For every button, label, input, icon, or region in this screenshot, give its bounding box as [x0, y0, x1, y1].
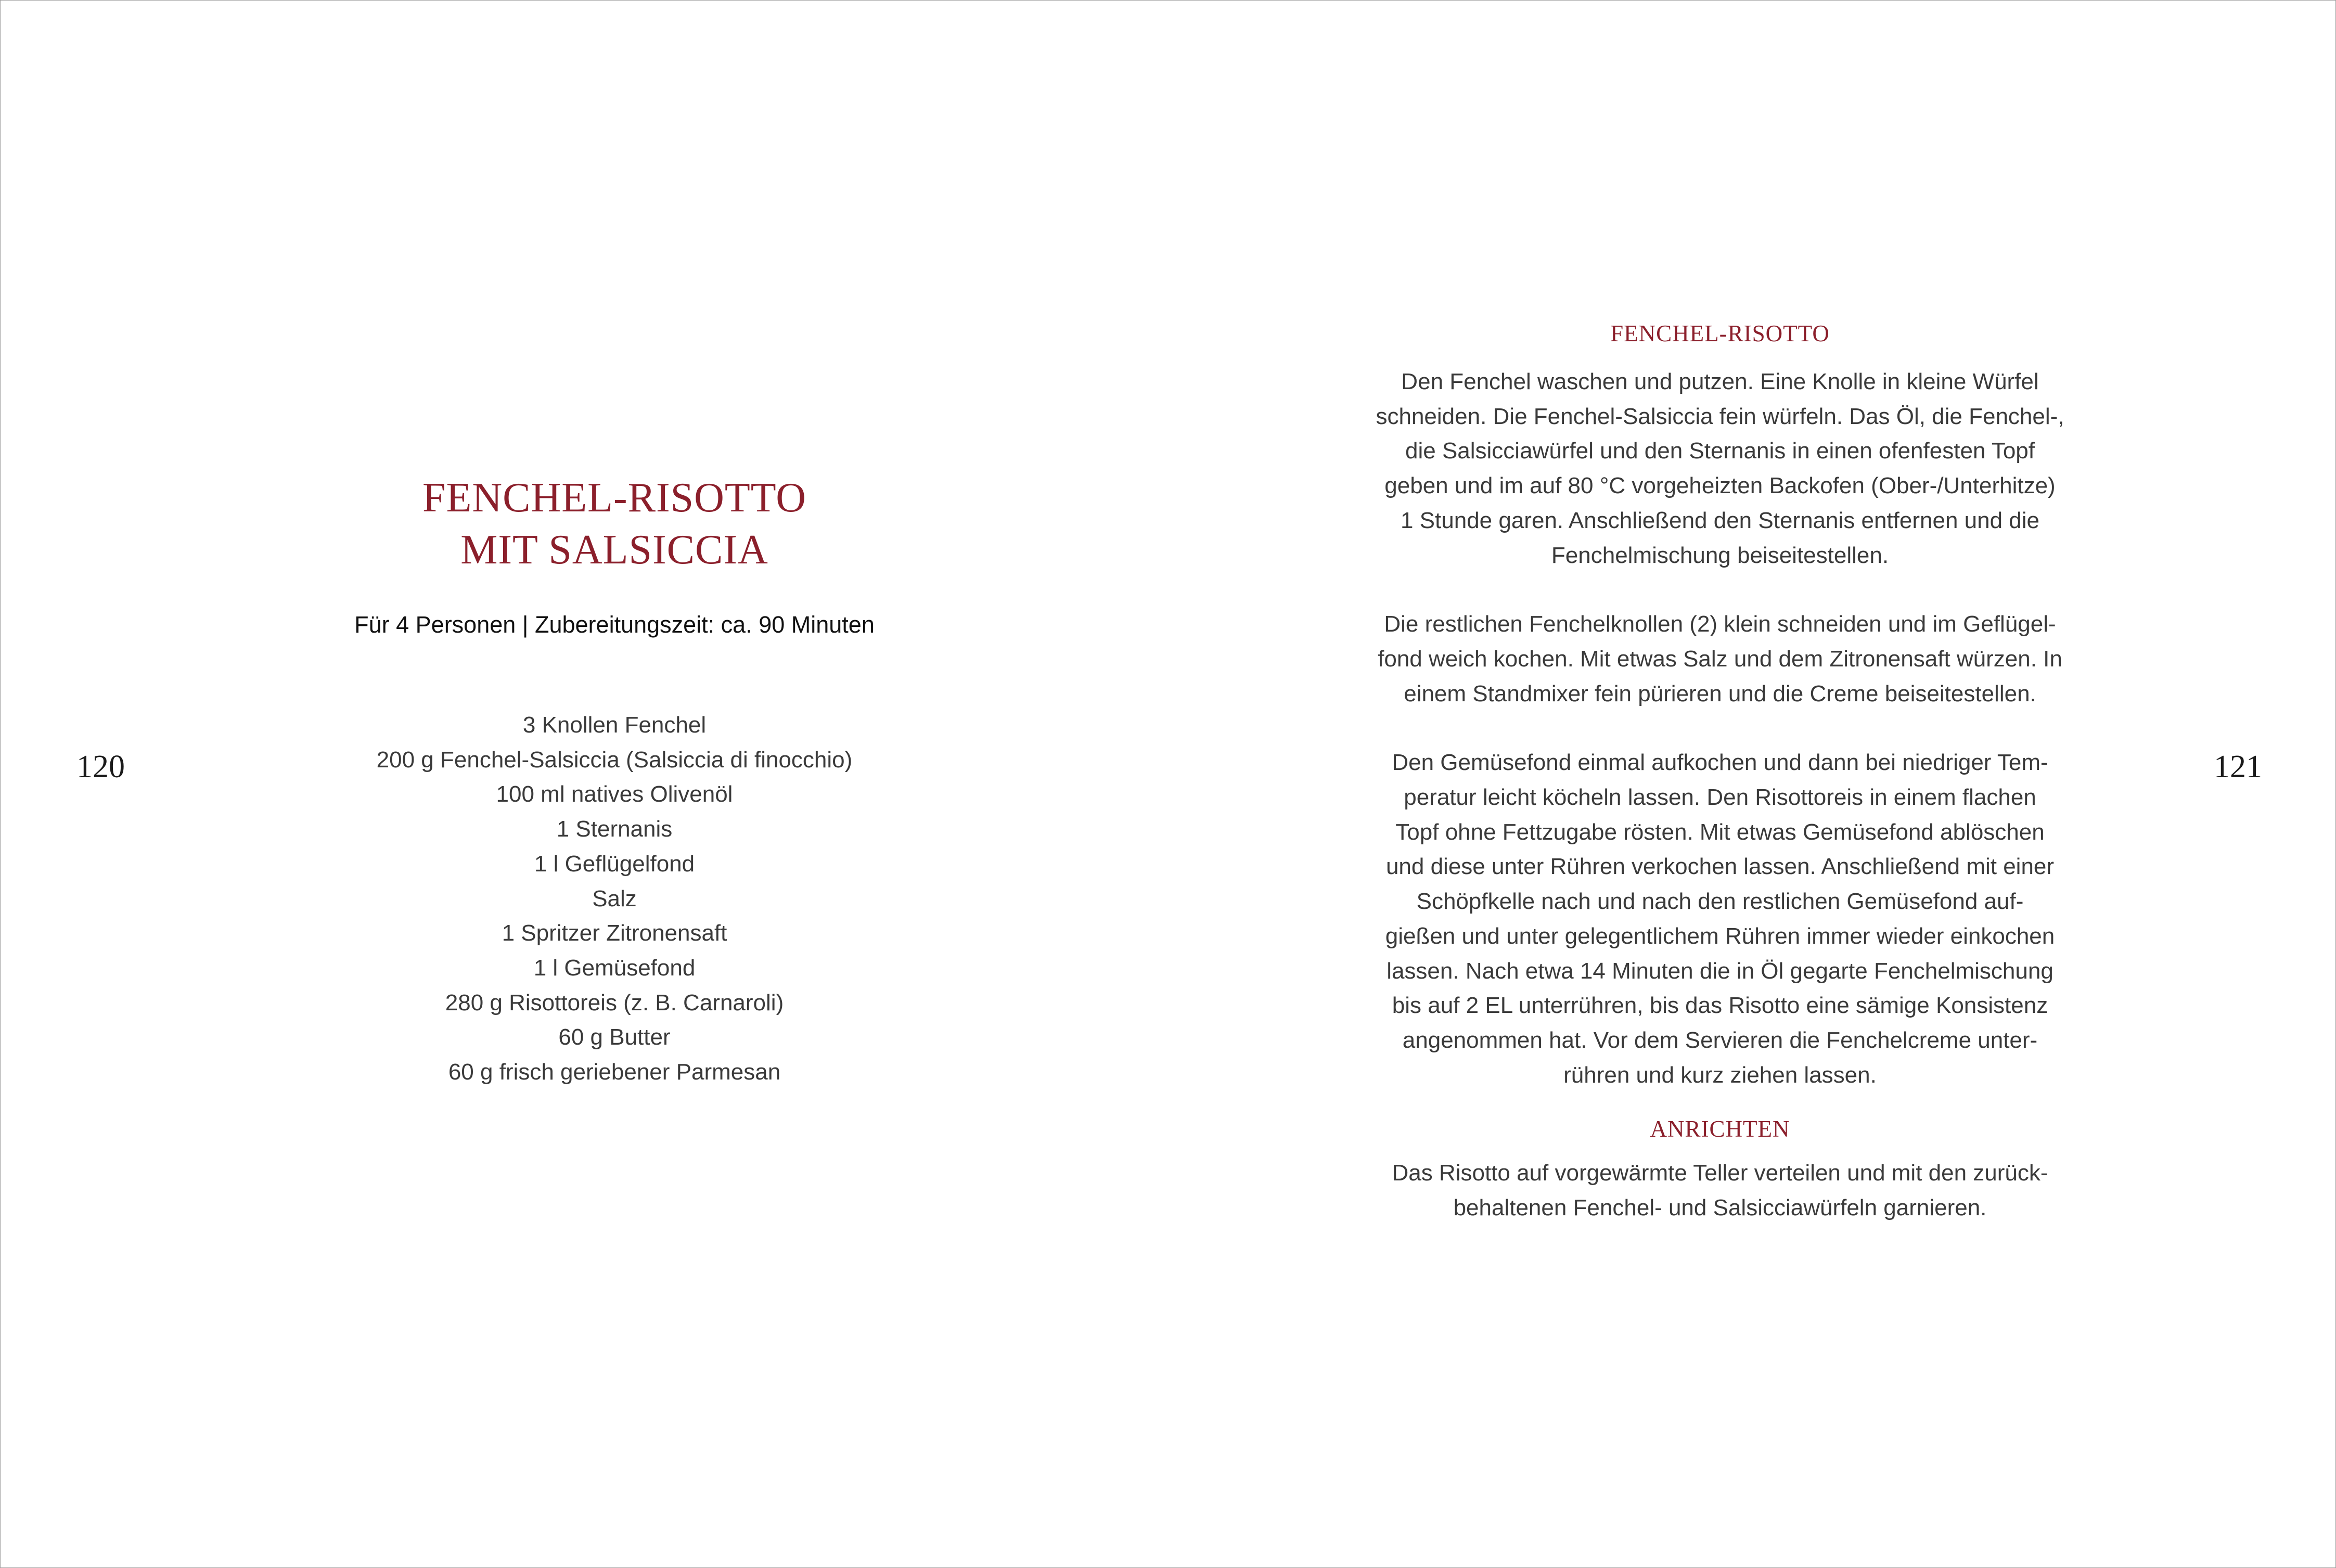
text-line: 1 Stunde garen. Anschließend den Sternanis entfernen und die: [1400, 507, 2039, 533]
text-line: lassen. Nach etwa 14 Minuten die in Öl gegarte Fenchelmischung: [1387, 958, 2053, 984]
ingredient-item: 3 Knollen Fenchel: [522, 712, 707, 738]
text-line: und diese unter Rühren verkochen lassen. Anschließend mit einer: [1385, 854, 2055, 880]
page-number-left: 120: [76, 749, 125, 785]
instruction-paragraph-1: [1343, 365, 2097, 573]
ingredient-item: 1 l Gemüsefond: [533, 955, 696, 981]
instruction-paragraph-3: [1343, 746, 2097, 1093]
text-line: angenommen hat. Vor dem Servieren die Fenchelcreme unter-: [1402, 1027, 2038, 1053]
recipe-meta: Für 4 Personen | Zubereitungszeit: ca. 90 Minuten: [354, 611, 875, 638]
text-line: schneiden. Die Fenchel-Salsiccia fein würfeln. Das Öl, die Fenchel-,: [1376, 403, 2064, 429]
text-line: Topf ohne Fettzugabe rösten. Mit etwas Gemüsefond ablöschen: [1395, 819, 2045, 845]
ingredient-item: 280 g Risottoreis (z. B. Carnaroli): [445, 989, 784, 1016]
text-line: einem Standmixer fein pürieren und die Creme beiseitestellen.: [1404, 680, 2036, 706]
text-line: fond weich kochen. Mit etwas Salz und dem Zitronensaft würzen. In: [1378, 646, 2062, 672]
right-page: [1343, 313, 2097, 1226]
ingredient-item: 200 g Fenchel-Salsiccia (Salsiccia di finocchio): [376, 747, 853, 773]
text-line: rühren und kurz ziehen lassen.: [1563, 1062, 1877, 1088]
text-line: geben und im auf 80 °C vorgeheizten Backofen (Ober-/Unterhitze): [1384, 473, 2056, 499]
ingredient-item: Salz: [592, 885, 637, 911]
text-line: Fenchelmischung beiseitestellen.: [1551, 542, 1889, 568]
section-heading-preparation: FENCHEL-RISOTTO: [1610, 320, 1830, 346]
text-line: behaltenen Fenchel- und Salsicciawürfeln garnieren.: [1453, 1195, 1987, 1221]
ingredient-item: 1 l Geflügelfond: [534, 851, 695, 877]
ingredient-item: 60 g frisch geriebener Parmesan: [448, 1059, 781, 1085]
recipe-title: [198, 472, 1031, 576]
ingredient-item: 1 Spritzer Zitronensaft: [502, 920, 727, 946]
text-line: Schöpfkelle nach und nach den restlichen Gemüsefond auf-: [1416, 889, 2024, 915]
text-line: Den Fenchel waschen und putzen. Eine Knolle in kleine Würfel: [1401, 369, 2039, 394]
page-number-right: 121: [2214, 749, 2262, 785]
instruction-paragraph-2: [1343, 607, 2097, 711]
text-line: bis auf 2 EL unterrühren, bis das Risotto eine sämige Konsistenz: [1392, 993, 2048, 1019]
ingredient-list: [198, 708, 1031, 1090]
instruction-paragraph-4: [1343, 1156, 2097, 1225]
text-line: Den Gemüsefond einmal aufkochen und dann bei niedriger Tem-: [1392, 750, 2048, 776]
text-line: Das Risotto auf vorgewärmte Teller verteilen und mit den zurück-: [1392, 1160, 2048, 1186]
text-line: die Salsicciawürfel und den Sternanis in einen ofenfesten Topf: [1405, 438, 2035, 464]
text-line: Die restlichen Fenchelknollen (2) klein schneiden und im Geflügel-: [1384, 611, 2056, 637]
text-line: peratur leicht köcheln lassen. Den Risottoreis in einem flachen: [1404, 785, 2036, 811]
recipe-title-line-1: FENCHEL-RISOTTO: [422, 475, 806, 521]
section-heading-serving: ANRICHTEN: [1650, 1116, 1790, 1142]
text-line: gießen und unter gelegentlichem Rühren immer wieder einkochen: [1385, 923, 2055, 949]
left-page: [198, 472, 1031, 1090]
ingredient-item: 60 g Butter: [558, 1024, 671, 1050]
ingredient-item: 1 Sternanis: [556, 816, 673, 842]
recipe-title-line-2: MIT SALSICCIA: [460, 527, 768, 573]
ingredient-item: 100 ml natives Olivenöl: [496, 781, 733, 807]
